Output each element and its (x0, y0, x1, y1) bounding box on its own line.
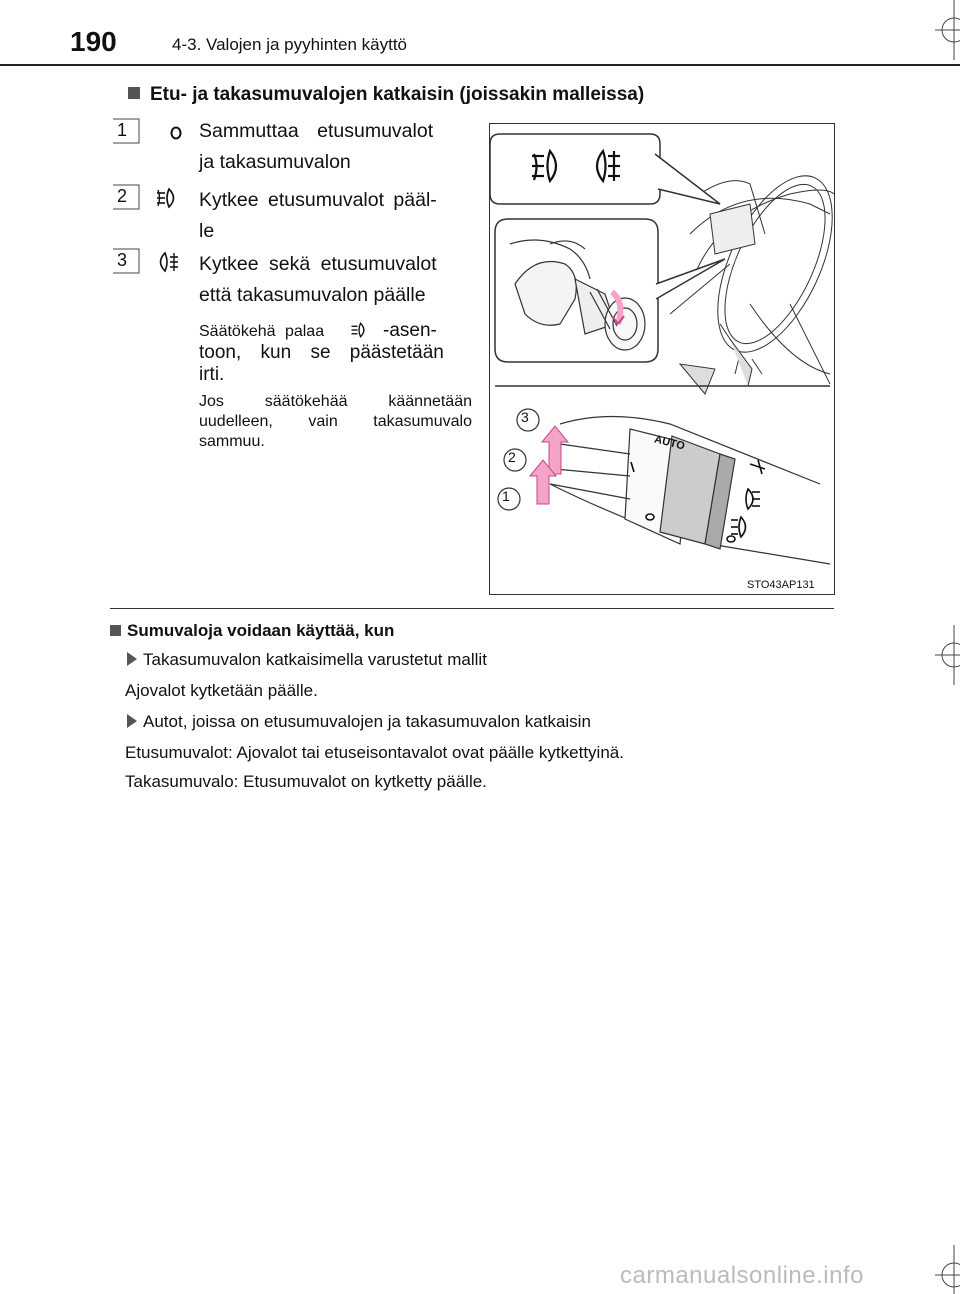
switch-auto-label: AUTO (653, 433, 686, 453)
callout-2: 2 (508, 449, 516, 465)
crop-mark-mid-right (930, 625, 960, 685)
callout-3: 3 (521, 409, 529, 425)
figure-code: STO43AP131 (747, 579, 815, 591)
subsection-title (110, 621, 394, 641)
item-2-line-2: le (199, 220, 215, 242)
crop-mark-top-right (930, 0, 960, 60)
fog-switch-illustration (490, 124, 834, 594)
off-symbol-icon (169, 125, 183, 141)
callout-1: 1 (502, 488, 510, 504)
watermark: carmanualsonline.info (620, 1262, 864, 1289)
front-fog-icon (154, 186, 180, 210)
triangle-bullet-icon (127, 714, 137, 728)
item-3 (112, 248, 472, 312)
item-3-line-2: että takasumuvalon päälle (199, 284, 426, 306)
bullet-2 (127, 712, 591, 732)
note-1-post: -asen- (383, 320, 437, 341)
note-2: Jos säätökehää käännetään uudelleen, vain takasumuvalo sammuu. (199, 393, 472, 450)
item-1 (112, 118, 472, 182)
header-divider (0, 64, 960, 66)
note-1 (199, 320, 472, 386)
front-fog-inline-icon (348, 321, 370, 339)
page-number: 190 (70, 26, 117, 57)
note-1-first-line (199, 320, 472, 342)
paragraph-1: Ajovalot kytketään päälle. (125, 681, 318, 700)
section-divider (110, 608, 834, 609)
item-3-line-1: Kytkee sekä etusumuvalot (199, 253, 437, 275)
crop-mark-bottom-right (930, 1245, 960, 1294)
bullet-2-text: Autot, joissa on etusumuvalojen ja takasumuvalon katkaisin (143, 712, 591, 731)
section-title-text: Etu- ja takasumuvalojen katkaisin (joissakin malleissa) (150, 84, 645, 105)
figure-illustration (489, 123, 835, 595)
bullet-1 (127, 650, 487, 670)
paragraph-3: Takasumuvalo: Etusumuvalot on kytketty päälle. (125, 772, 487, 791)
subsection-bullet-icon (110, 625, 121, 636)
note-1-line-2: toon, kun se päästetään (199, 342, 444, 363)
item-3-number: 3 (117, 250, 128, 270)
item-2-number: 2 (117, 186, 128, 206)
paragraph-2: Etusumuvalot: Ajovalot tai etuseisontavalot ovat päälle kytkettyinä. (125, 743, 624, 762)
chapter-title: 4-3. Valojen ja pyyhinten käyttö (172, 35, 407, 54)
triangle-bullet-icon (127, 652, 137, 666)
item-2-line-1: Kytkee etusumuvalot pääl- (199, 189, 437, 211)
note-1-line-3: irti. (199, 364, 225, 385)
item-1-line-1: Sammuttaa etusumuvalot (199, 120, 434, 142)
item-2 (112, 184, 472, 248)
item-1-line-2: ja takasumuvalon (199, 151, 351, 173)
section-title (128, 84, 644, 106)
subsection-title-text: Sumuvaloja voidaan käyttää, kun (127, 621, 395, 640)
rear-fog-icon (154, 250, 182, 274)
section-bullet-icon (128, 87, 140, 99)
bullet-1-text: Takasumuvalon katkaisimella varustetut mallit (143, 650, 487, 669)
item-1-number: 1 (117, 120, 128, 140)
note-1-pre: Säätökehä palaa (199, 323, 325, 340)
